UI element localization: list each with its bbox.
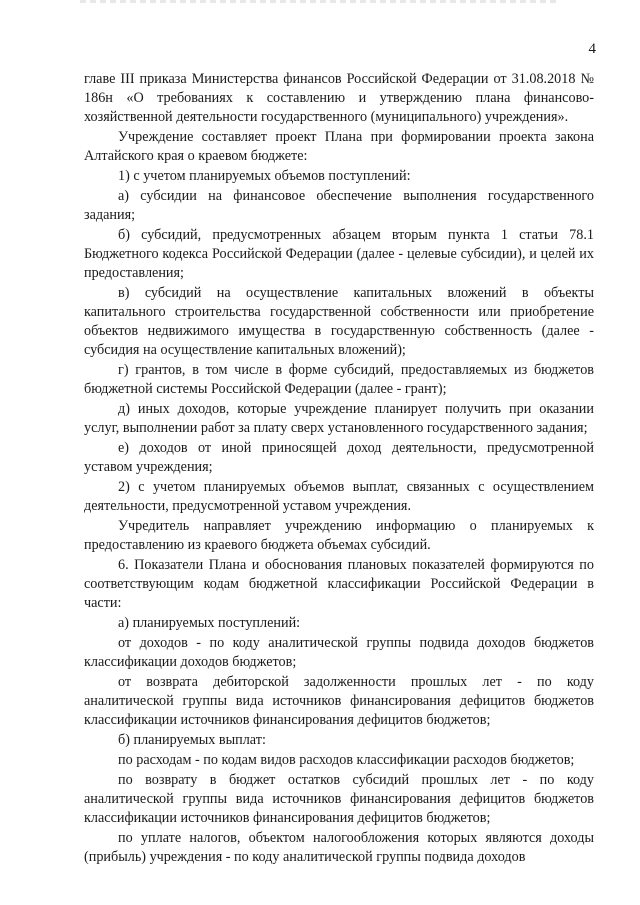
paragraph: б) субсидий, предусмотренных абзацем вторым пункта 1 статьи 78.1 Бюджетного кодекса Российской Федерации (далее - целевые субсидии), и целей их предоставления; xyxy=(84,227,594,281)
paragraph: 2) с учетом планируемых объемов выплат, связанных с осуществлением деятельности, предусмотренной уставом учреждения. xyxy=(84,479,594,514)
paragraph: а) субсидии на финансовое обеспечение выполнения государственного задания; xyxy=(84,188,594,223)
paragraph: б) планируемых выплат: xyxy=(118,732,266,748)
paragraph: д) иных доходов, которые учреждение планирует получить при оказании услуг, выполнении работ за плату сверх установленного государственного задания; xyxy=(84,401,594,436)
scan-edge-artifact xyxy=(80,0,560,3)
paragraph: е) доходов от иной приносящей доход деятельности, предусмотренной уставом учреждения; xyxy=(84,440,594,475)
paragraph: по расходам - по кодам видов расходов классификации расходов бюджетов; xyxy=(118,752,575,768)
body-text xyxy=(84,70,594,867)
paragraph: по уплате налогов, объектом налогообложения которых являются доходы (прибыль) учреждения - по коду аналитической группы подвида доходов xyxy=(84,830,594,865)
paragraph: главе III приказа Министерства финансов Российской Федерации от 31.08.2018 № 186н «О требованиях к составлению и утверждению плана финансово-хозяйственной деятельности государственного (муниципального) учреждения». xyxy=(84,71,594,125)
paragraph: Учредитель направляет учреждению информацию о планируемых к предоставлению из краевого бюджета объемах субсидий. xyxy=(84,518,594,553)
paragraph: Учреждение составляет проект Плана при формировании проекта закона Алтайского края о краевом бюджете: xyxy=(84,129,594,164)
paragraph: г) грантов, в том числе в форме субсидий, предоставляемых из бюджетов бюджетной системы Российской Федерации (далее - грант); xyxy=(84,362,594,397)
paragraph: по возврату в бюджет остатков субсидий прошлых лет - по коду аналитической группы вида источников финансирования дефицитов бюджетов классификации источников финансирования дефицитов бюджетов; xyxy=(84,772,594,826)
paragraph: а) планируемых поступлений: xyxy=(118,615,301,631)
paragraph: от возврата дебиторской задолженности прошлых лет - по коду аналитической группы вида источников финансирования дефицитов бюджетов классификации источников финансирования дефицитов бюджетов; xyxy=(84,674,594,728)
paragraph: от доходов - по коду аналитической группы подвида доходов бюджетов классификации доходов бюджетов; xyxy=(84,635,594,670)
paragraph: 1) с учетом планируемых объемов поступлений: xyxy=(118,168,411,184)
paragraph: в) субсидий на осуществление капитальных вложений в объекты капитального строительства государственной собственности или приобретение объектов недвижимого имущества в государственную собственность (далее - субсидия на осуществление капитальных вложений); xyxy=(84,285,594,358)
page-number: 4 xyxy=(588,41,596,57)
paragraph: 6. Показатели Плана и обоснования плановых показателей формируются по соответствующим кодам бюджетной классификации Российской Федерации в части: xyxy=(84,557,594,611)
